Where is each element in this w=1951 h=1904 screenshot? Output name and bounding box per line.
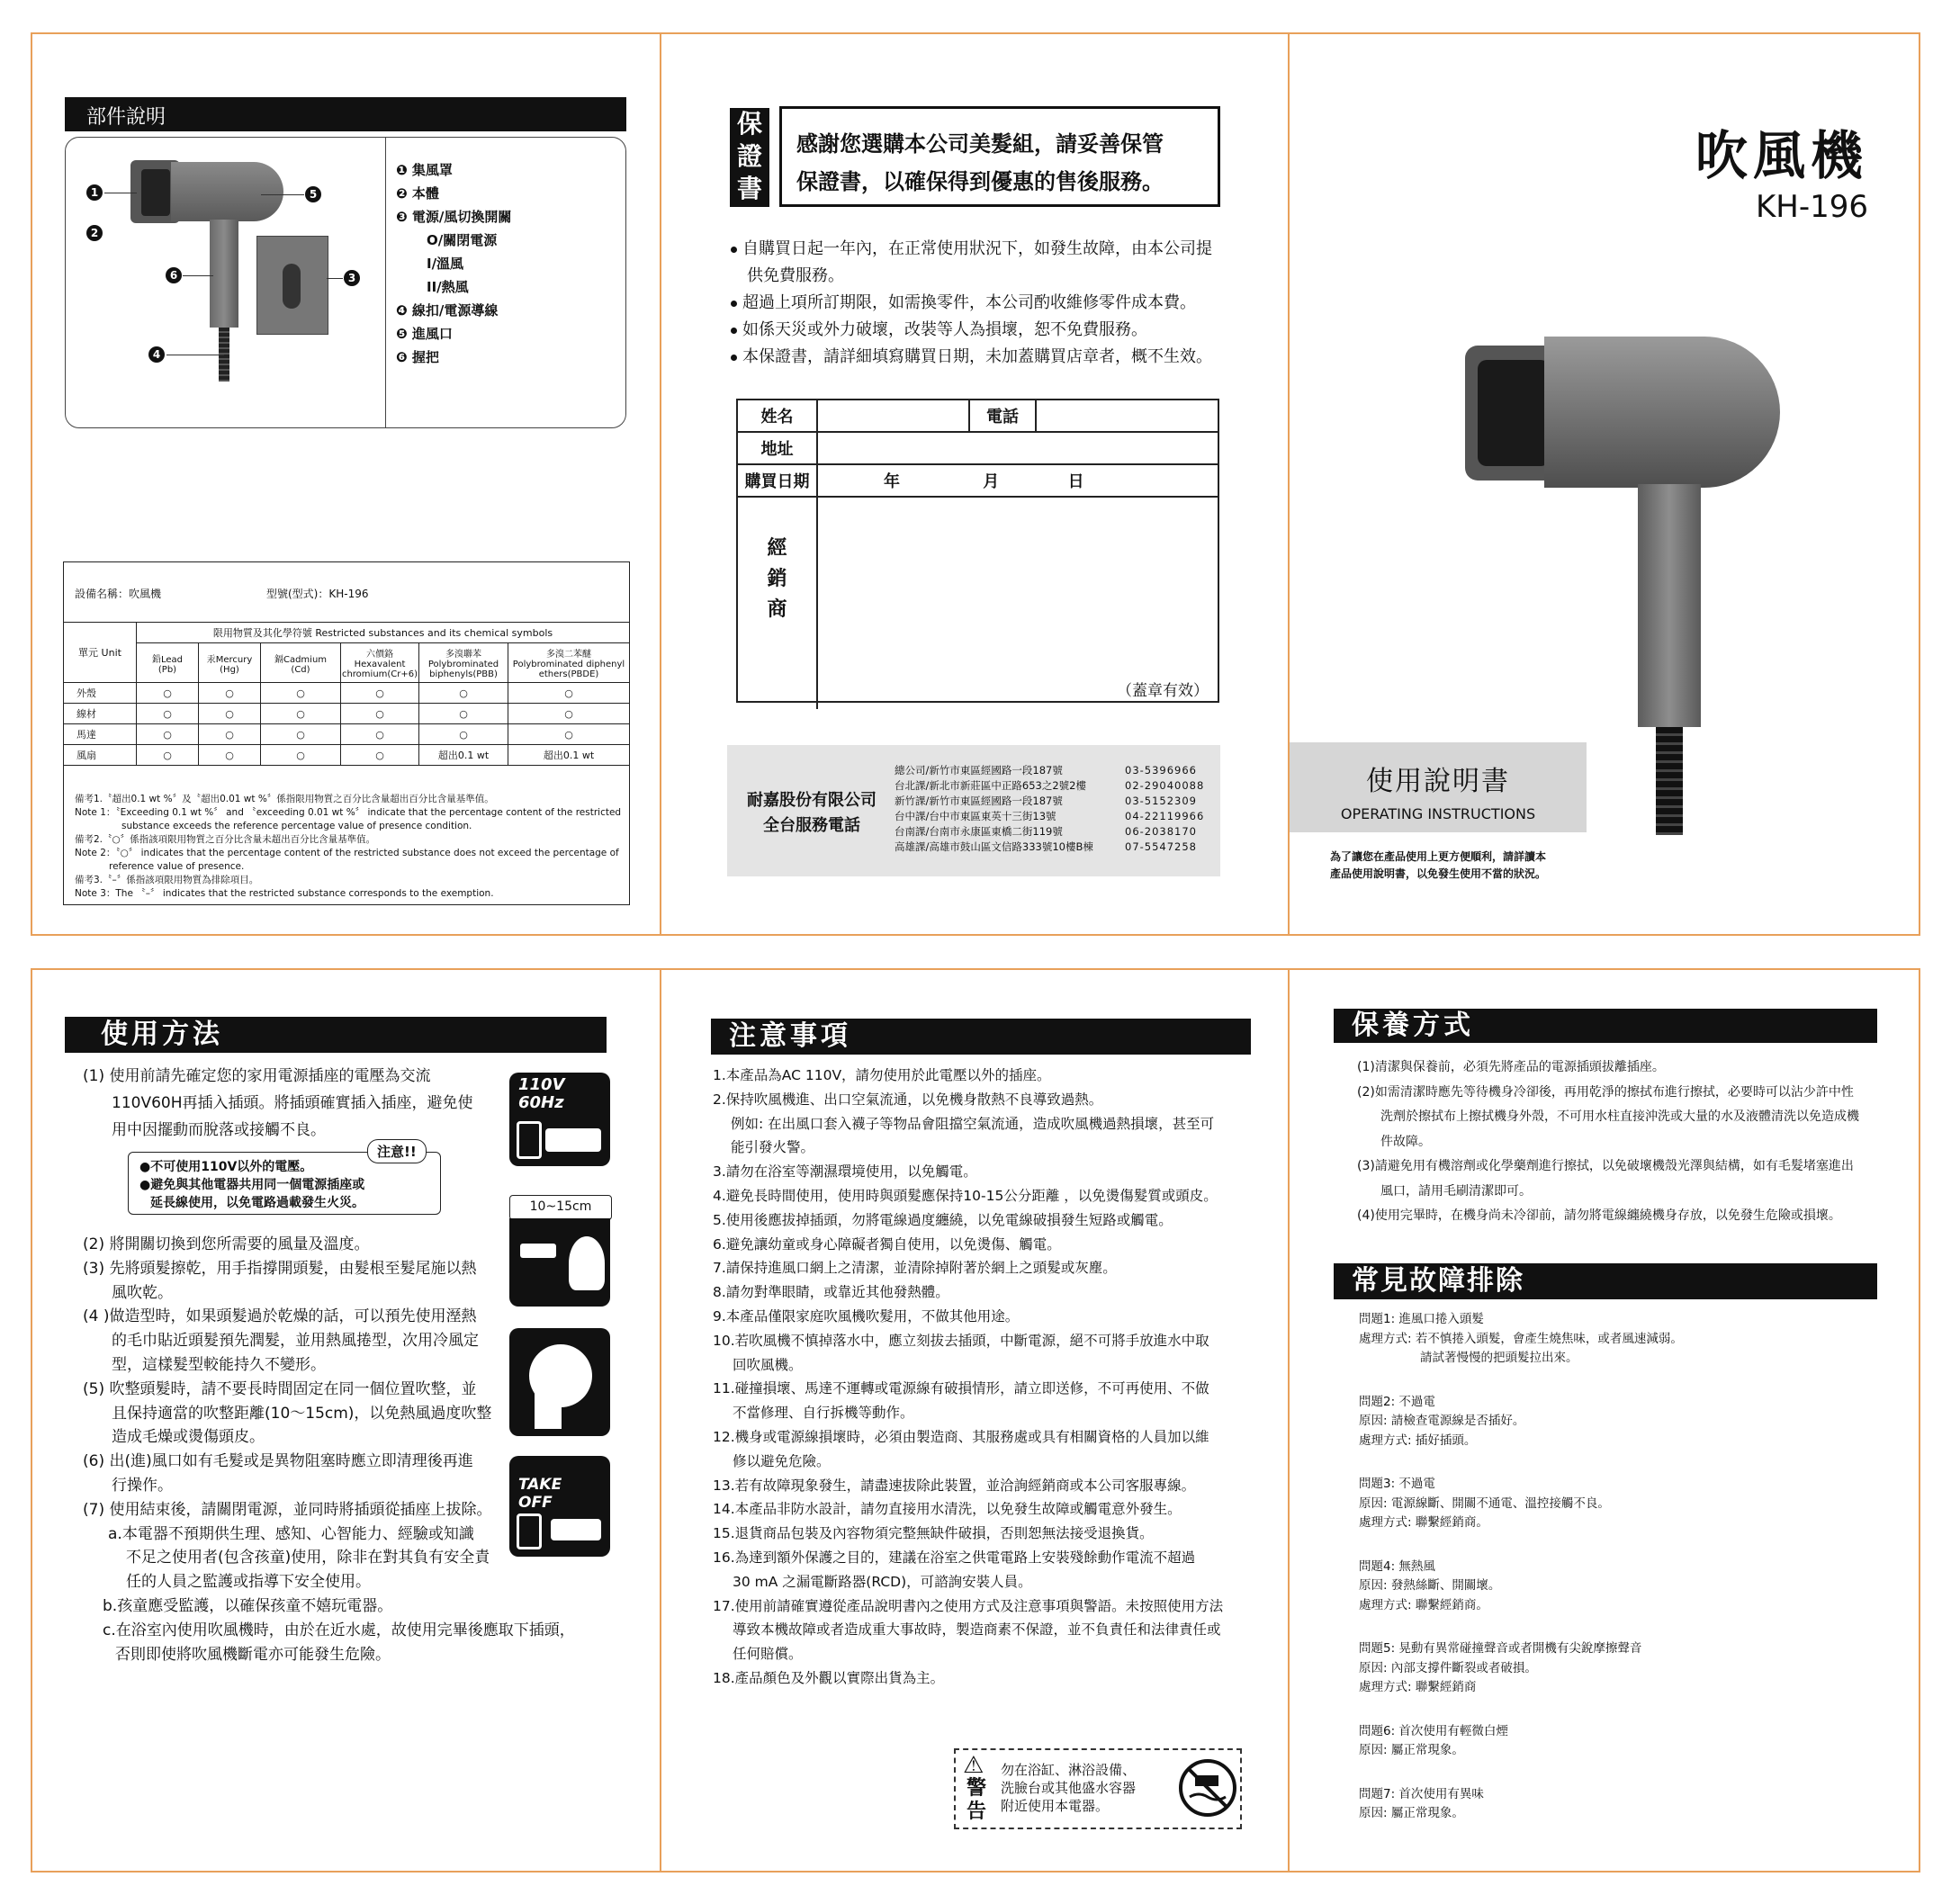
legend-item: ❸ 電源/風切換開關 [396,209,512,225]
phone-field[interactable] [1036,400,1218,432]
no-water-icon [1177,1757,1238,1819]
trouble-line: 原因: 屬正常現象。 [1359,1743,1464,1757]
service-office-row [895,763,1209,778]
parts-legend [396,158,511,369]
office-address: 高雄課/高雄市鼓山區文信路333號10樓B棟 [895,840,1093,853]
trouble-item [1359,1310,1683,1369]
hair-towel-icon [509,1328,610,1436]
rohs-col: 六價鉻 Hexavalent chromium(Cr+6) [341,643,419,683]
rohs-col: 多溴聯苯 Polybrominated biphenyls(PBB) [419,643,508,683]
trouble-line: 原因: 屬正常現象。 [1359,1806,1464,1820]
trouble-line: 處理方式: 插好插頭。 [1359,1432,1477,1448]
rohs-section [63,561,630,905]
care-header: 保養方式 [1334,1009,1877,1043]
trouble-line: 處理方式: 聯繫經銷商 [1359,1680,1477,1694]
office-phone: 04-22119966 [1125,810,1205,822]
rohs-notes: 備考1.〝超出0.1 wt %〞及〝超出0.01 wt %〞係指限用物質之百分比含量超出百分比含量基準值。 Note 1：〝Exceeding 0.1 wt %〞 and 〝exceeding 0.01 wt %〞 indicate that the percentage content of the restricted substance exceeds the reference percentage value of presence condition. 備考2.〝○〞係指該項限用物質之百分比含量未超出百分比含量基準值。 Note 2：〝○〞 indicates that the percentage content of the restricted substance does not exceed the percentage of reference value of presence. 備考3.〝–〞係指該項限用物質為排除項目。 Note 3：The 〝–〞 indicates that the restricted substance corresponds to the exemption. [75,794,622,899]
care-list: (1)清潔與保養前，必須先將產品的電源插頭拔離插座。 (2)如需清潔時應先等待機身冷卻後，再用乾淨的擦拭布進行擦拭，必要時可以沾少許中性 洗劑於擦拭布上擦拭機身外殼，不可用水柱直接沖洗或大量的水及液體清洗以免造成機 件故障。 (3)請避免用有機溶劑或化學藥劑進行擦拭，以免破壞機殼光澤與結構，如有毛髮堵塞進出 風口，請用毛刷清潔即可。 (4)使用完畢時，在機身尚未冷卻前，請勿將電線纏繞機身存放，以免發生危險或損壞。 [1357,1060,1859,1223]
trouble-item [1359,1393,1683,1451]
form-label-address: 地址 [738,432,817,464]
service-box [727,745,1220,876]
trouble-line: 原因: 內部支撐件斷裂或者破損。 [1359,1660,1537,1675]
table-row: 馬達 ○ ○ ○ ○ ○ ○ [64,724,629,745]
name-field[interactable] [817,400,969,432]
office-phone: 03-5396966 [1125,764,1197,777]
warranty-form [736,399,1219,703]
takeoff-icon: TAKE OFF [509,1456,610,1557]
trouble-item [1359,1475,1683,1533]
dealer-stamp-field[interactable] [817,497,1218,709]
office-phone: 07-5547258 [1125,840,1197,853]
address-field[interactable] [817,432,1218,464]
service-office-row [895,809,1209,824]
usage-steps: (2) 將開關切換到您所需要的風量及溫度。 (3) 先將頭髮擦乾，用手指撐開頭髮，由髮根至髮尾施以熱 風吹乾。 (4 )做造型時，如果頭髮過於乾燥的話，可以預先使用溼熱 的毛巾貼近頭髮預先潤髮，並用熱風捲型，次用冷風定 型，這樣髮型較能持久不變形。 (5) 吹整頭髮時，請不要長時間固定在同一個位置吹整，並 且保持適當的吹整距離(10～15cm)，以免熱風過度吹整 造成毛燥或燙傷頭皮。 (6) 出(進)風口如有毛髮或是異物阻塞時應立即清理後再進 行操作。 (7) 使用結束後，請關閉電源，並同時將插頭從插座上拔除。 a.本電器不預期供生理、感知、心智能力、經驗或知識 不足之使用者(包含孩童)使用，除非在對其負有安全責 任的人員之監護或指導下安全使用。 b.孩童應受監護，以確保孩童不嬉玩電器。 c.在浴室內使用吹風機時，由於在近水處，故使用完畢後應取下插頭， 否則即使將吹風機斷電亦可能發生危險。 [83,1235,575,1664]
legend-item: ❺ 進風口 [396,326,453,342]
rohs-equipment: 設備名稱：吹風機 [75,588,162,600]
parts-switch-inset [256,236,328,335]
service-label: 全台服務電話 [763,816,860,835]
rohs-model: 型號(型式)：KH-196 [266,588,369,600]
trouble-line: 處理方式: 聯繫經銷商。 [1359,1597,1488,1612]
office-address: 總公司/新竹市東區經國路一段187號 [895,764,1063,777]
caution-box: ●不可使用110V以外的電壓。 ●避免與其他電器共用同一個電源插座或 延長線使用，以免電路過載發生火災。 [128,1152,441,1215]
rohs-col: 鉛Lead (Pb) [137,643,199,683]
legend-item: ❻ 握把 [396,349,439,365]
manual-title: 使用說明書 [1366,766,1510,797]
office-address: 台中課/台中市東區東英十三街13號 [895,810,1056,822]
voltage-icon: 110V 60Hz [509,1073,610,1166]
parts-header: 部件說明 [65,97,626,131]
trouble-line: 問題7: 首次使用有異味 [1359,1786,1484,1801]
callout-2: 2 [86,225,103,241]
trouble-item [1359,1722,1683,1761]
trouble-line: 問題4: 無熱風 [1359,1558,1435,1574]
form-label-phone: 電話 [969,400,1036,432]
troubleshooting-list [1359,1310,1683,1848]
notice-header: 注意事項 [711,1019,1251,1055]
usage-header: 使用方法 [65,1017,607,1053]
legend-item: ❶ 集風罩 [396,162,453,178]
service-office-row [895,778,1209,794]
legend-item: O/關閉電源 [427,232,498,248]
date-field[interactable]: 年 月 日 [817,464,1218,497]
callout-4: 4 [148,346,165,363]
service-office-row [895,824,1209,840]
rohs-col: 鎘Cadmium (Cd) [261,643,341,683]
warranty-title: 感謝您選購本公司美髮組，請妥善保管 [796,131,1164,157]
trouble-line: 問題1: 進風口捲入頭髮 [1359,1312,1484,1326]
office-address: 台南課/台南市永康區東橋二街119號 [895,825,1063,838]
trouble-line: 問題3: 不過電 [1359,1477,1435,1491]
warranty-badge: 保 證 書 [730,108,769,207]
trouble-item [1359,1639,1683,1698]
service-office-row [895,794,1209,809]
office-address: 台北課/新北市新莊區中正路653之2號2樓 [895,779,1086,792]
trouble-line: 處理方式: 聯繫經銷商。 [1359,1515,1488,1530]
callout-3: 3 [344,270,360,286]
manual-label-box [1290,742,1587,832]
table-row: 風扇 ○ ○ ○ ○ 超出0.1 wt 超出0.1 wt [64,745,629,766]
office-phone: 02-29040088 [1125,779,1205,792]
rohs-table [64,622,629,766]
notice-list: 1.本產品為AC 110V，請勿使用於此電壓以外的插座。 2.保持吹風機進、出口空氣流通，以免機身散熱不良導致過熱。 例如: 在出風口套入襪子等物品會阻擋空氣流通，造成吹風機過熱損壞，甚至可 能引發火警。 3.請勿在浴室等潮濕環境使用，以免觸電。 4.避免長時間使用，使用時與頭髮應保持10-15公分距離 ，以免燙傷髮質或頭皮。 5.使用後應拔掉插頭，勿將電線過度纏繞，以免電線破損發生短路或觸電。 6.避免讓幼童或身心障礙者獨自使用，以免燙傷、觸電。 7.請保持進風口網上之清潔，並清除掉附著於網上之頭髮或灰塵。 8.請勿對準眼睛，或靠近其他發熱體。 9.本產品僅限家庭吹風機吹髮用，不做其他用途。 10.若吹風機不慎掉落水中，應立刻拔去插頭，中斷電源，絕不可將手放進水中取 回吹風機。 11.碰撞損壞、馬達不運轉或電源線有破損情形，請立即送修，不可再使用、不做 不當修理、自行拆機等動作。 12.機身或電源線損壞時，必須由製造商、其服務處或具有相關資格的人員加以維 修以避免危險。 13.若有故障現象發生，請盡速拔除此裝置，並洽詢經銷商或本公司客服專線。 14.本產品非防水設計，請勿直接用水清洗，以免發生故障或觸電意外發生。 15.退貨商品包裝及內容物須完整無缺件破損，否則恕無法接受退換貨。 16.為達到額外保護之目的，建議在浴室之供電電路上安裝殘餘動作電流不超過 30 mA 之漏電斷路器(RCD)，可諮詢安裝人員。 17.使用前請確實遵從產品說明書內之使用方式及注意事項與警語。未按照使用方法 導致本機故障或者造成重大事故時，製造商素不保證，並不負責任和法律責任或 任何賠償。 18.產品顏色及外觀以實際出貨為主。 [713,1067,1224,1686]
usage-intro: (1) 使用前請先確定您的家用電源插座的電壓為交流 110V60H再插入插頭。將插頭確實插入插座，避免使 用中因擺動而脫落或接觸不良。 [83,1067,473,1139]
service-office-row [895,840,1209,855]
warning-label: 警 告 [967,1777,987,1823]
trouble-item [1359,1785,1683,1824]
troubleshooting-header: 常見故障排除 [1334,1263,1877,1299]
trouble-line: 問題5: 晃動有異常碰撞聲音或者開機有尖銳摩擦聲音 [1359,1641,1642,1656]
trouble-line: 處理方式: 若不慎捲入頭髮，會產生燒焦味，或者風速減弱。 [1359,1331,1683,1346]
stamp-note: （蓋章有效） [1117,682,1209,700]
legend-item: ❷ 本體 [396,185,439,202]
manual-subtitle: OPERATING INSTRUCTIONS [1340,805,1536,822]
rohs-unit: 單元 Unit [64,623,137,683]
callout-5: 5 [305,186,321,202]
legend-item: ❹ 線扣/電源導線 [396,302,499,319]
legend-item: I/溫風 [427,256,464,272]
trouble-line: 原因: 發熱絲斷、開關壞。 [1359,1578,1501,1593]
trouble-line: 問題2: 不過電 [1359,1394,1435,1409]
rohs-table-header: 限用物質及其化學符號 Restricted substances and its chemical symbols [137,623,630,643]
trouble-line: 原因: 請檢查電源線是否插好。 [1359,1414,1525,1428]
table-row: 外殼 ○ ○ ○ ○ ○ ○ [64,683,629,704]
warranty-title: 保證書，以確保得到優惠的售後服務。 [796,169,1164,194]
service-offices [895,763,1209,855]
trouble-line: 請試著慢慢的把頭髮拉出來。 [1420,1351,1578,1365]
cover-note: 為了讓您在產品使用上更方便順利，請詳讀本 產品使用說明書，以免發生使用不當的狀況。 [1330,850,1547,880]
warranty-title-box [779,106,1220,207]
warning-box [954,1748,1242,1829]
trouble-line: 問題6: 首次使用有輕微白煙 [1359,1723,1508,1738]
office-phone: 06-2038170 [1125,825,1197,838]
rohs-col: 多溴二苯醚 Polybrominated diphenyl ethers(PBDE) [508,643,630,683]
warning-triangle-icon: ⚠ [963,1752,984,1779]
office-address: 新竹課/新竹市東區經國路一段187號 [895,795,1063,807]
form-label-date: 購買日期 [738,464,817,497]
rohs-col: 汞Mercury (Hg) [199,643,261,683]
table-row: 線材 ○ ○ ○ ○ ○ ○ [64,704,629,724]
cover-title: 吹風機 [1695,125,1868,186]
service-company: 耐嘉股份有限公司 [747,791,877,810]
cover-model: KH-196 [1755,189,1868,225]
trouble-line: 原因: 電源線斷、開關不通電、溫控接觸不良。 [1359,1495,1610,1511]
office-phone: 03-5152309 [1125,795,1197,807]
legend-item: II/熱風 [427,279,469,295]
callout-1: 1 [86,184,103,201]
callout-6: 6 [166,267,182,283]
warranty-terms: 自購買日起一年內，在正常使用狀況下，如發生故障，由本公司提 供免費服務。 超過上項所訂期限，如需換零件，本公司酌收維修零件成本費。 如係天災或外力破壞，改裝等人為損壞，恕不免費服務。 本保證書，請詳細填寫購買日期，未加蓋購買店章者，概不生效。 [731,236,1212,371]
distance-icon: 10~15cm [509,1195,610,1307]
form-label-name: 姓名 [738,400,817,432]
form-label-dealer: 經 銷 商 [738,497,817,709]
caution-label: 注意!! [367,1139,427,1163]
warning-text: 勿在浴缸、淋浴設備、 洗臉台或其他盛水容器 附近使用本電器。 [1001,1762,1137,1814]
trouble-item [1359,1558,1683,1616]
